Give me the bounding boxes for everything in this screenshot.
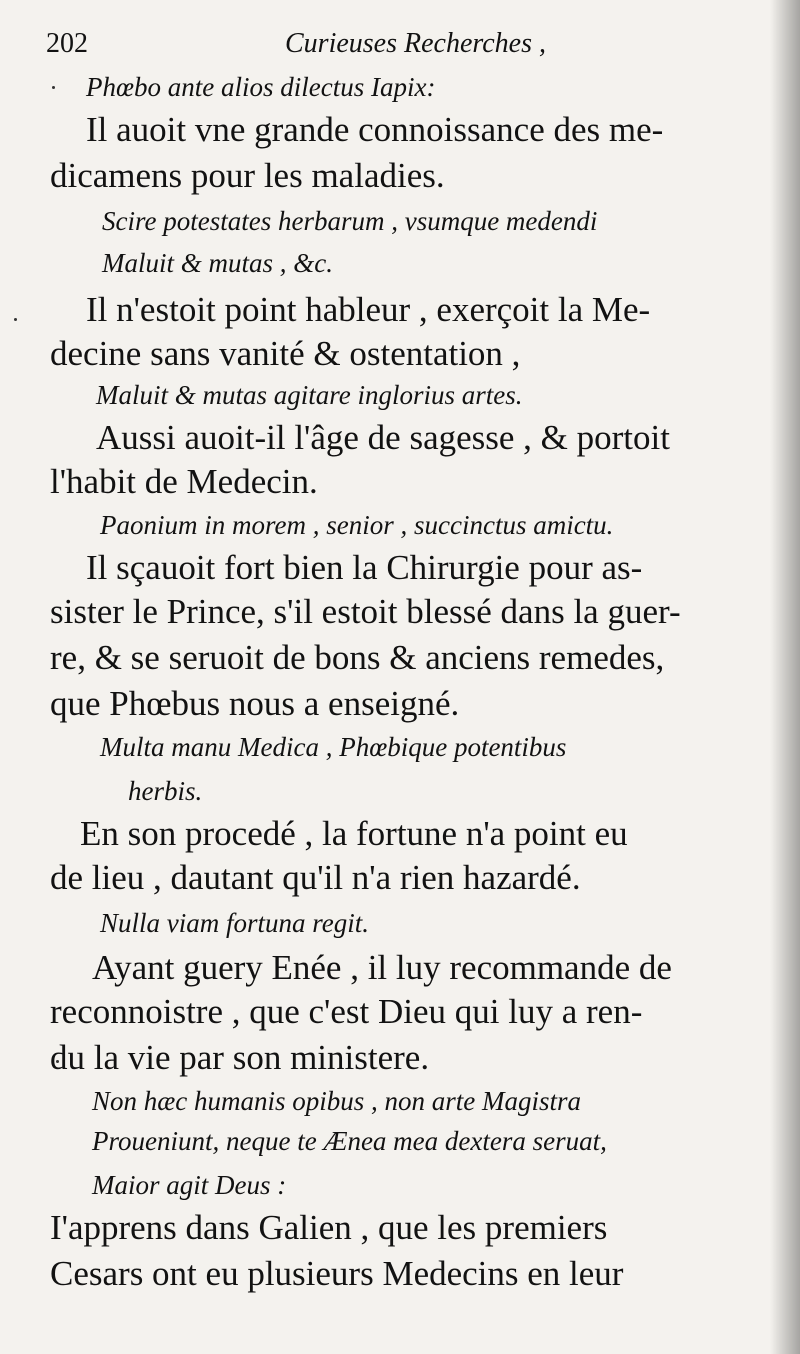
binding-shadow [770, 0, 800, 1354]
latin-quote-line: Maior agit Deus : [92, 1170, 287, 1200]
latin-quote-line: Proueniunt, neque te Ænea mea dextera seruat, [92, 1126, 607, 1156]
latin-quote-line: Maluit & mutas agitare inglorius artes. [96, 380, 523, 410]
latin-quote-line: Nulla viam fortuna regit. [100, 908, 369, 938]
body-text-line: Il auoit vne grande connoissance des me- [86, 110, 664, 149]
latin-quote-line: Phœbo ante alios dilectus Iapix: [86, 72, 436, 102]
running-title: Curieuses Recherches , [285, 28, 546, 59]
page-number: 202 [46, 28, 88, 59]
body-text-line: I'apprens dans Galien , que les premiers [50, 1208, 608, 1247]
body-text-line: de lieu , dautant qu'il n'a rien hazardé. [50, 858, 581, 897]
body-text-line: Cesars ont eu plusieurs Medecins en leur [50, 1254, 624, 1293]
body-text-line: re, & se seruoit de bons & anciens remedes, [50, 638, 665, 677]
latin-quote-line: Maluit & mutas , &c. [102, 248, 333, 278]
latin-quote-line: Scire potestates herbarum , vsumque medendi [102, 206, 598, 236]
body-text-line: Il sçauoit fort bien la Chirurgie pour as- [86, 548, 643, 587]
body-text-line: dicamens pour les maladies. [50, 156, 445, 195]
body-text-line: du la vie par son ministere. [50, 1038, 430, 1077]
latin-quote-line: Multa manu Medica , Phœbique potentibus [100, 732, 567, 762]
body-text-line: En son procedé , la fortune n'a point eu [80, 814, 628, 853]
body-text-line: Il n'estoit point hableur , exerçoit la Me- [86, 290, 651, 329]
body-text-line: reconnoistre , que c'est Dieu qui luy a ren- [50, 992, 643, 1031]
ink-speck [52, 86, 55, 89]
body-text-line: Aussi auoit-il l'âge de sagesse , & portoit [96, 418, 670, 457]
latin-quote-line: Paonium in morem , senior , succinctus amictu. [100, 510, 614, 540]
body-text-line: que Phœbus nous a enseigné. [50, 684, 460, 723]
body-text-line: Ayant guery Enée , il luy recommande de [92, 948, 672, 987]
body-text-line: l'habit de Medecin. [50, 462, 318, 501]
body-text-line: sister le Prince, s'il estoit blessé dans la guer- [50, 592, 681, 631]
body-text-line: decine sans vanité & ostentation , [50, 334, 521, 373]
latin-quote-line: herbis. [128, 776, 203, 806]
ink-speck [14, 318, 17, 321]
latin-quote-line: Non hæc humanis opibus , non arte Magistra [92, 1086, 582, 1116]
